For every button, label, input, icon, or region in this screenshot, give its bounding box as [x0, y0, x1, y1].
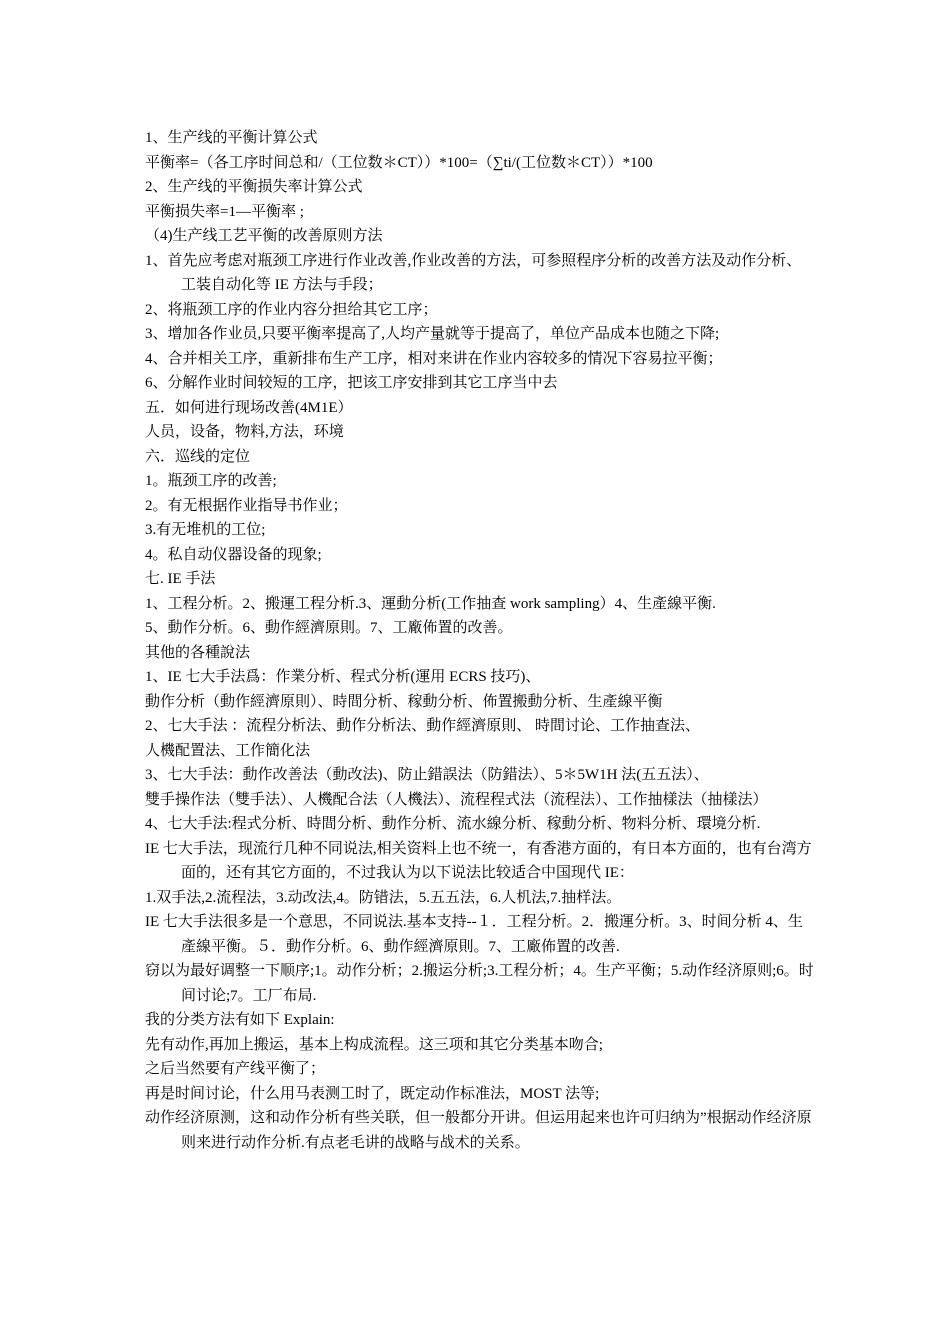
- text-line: 1。瓶颈工序的改善;: [145, 473, 277, 489]
- text-line: 3、增加各作业员,只要平衡率提高了,人均产量就等于提高了，单位产品成本也随之下降;: [145, 326, 720, 342]
- text-line: 4。私自动仪器设备的现象;: [145, 546, 322, 563]
- text-line: 动作经济原测，这和动作分析有些关联，但一般都分开讲。但运用起来也许可归纳为”根据动作经济原则来进行动作分析.有点老毛讲的战略与战术的关系。: [145, 1110, 812, 1151]
- text-line: 3、七大手法：動作改善法（動改法)、防止錯誤法（防錯法）、5＊5W1H 法(五五法）、: [145, 767, 709, 783]
- text-line: IE 七大手法很多是一个意思，不同说法.基本支持--１．工程分析。2．搬運分析。3、时间分析 4、生產線平衡。５．動作分析。6、動作經濟原則。7、工廠佈置的改善.: [145, 914, 803, 955]
- text-line: 六．巡线的定位: [145, 448, 251, 465]
- text-line: 2、将瓶颈工序的作业内容分担给其它工序；: [145, 301, 438, 318]
- text-line: 5、動作分析。6、動作經濟原則。7、工廠佈置的改善。: [145, 620, 513, 636]
- text-line: 1、IE 七大手法爲：作業分析、程式分析(運用 ECRS 技巧)、: [145, 669, 541, 685]
- text-line: 4、合并相关工序，重新排布生产工序，相对来讲在作业内容较多的情况下容易拉平衡；: [145, 350, 723, 367]
- text-line: 之后当然要有产线平衡了；: [145, 1061, 326, 1077]
- text-line: 先有动作,再加上搬运，基本上构成流程。这三项和其它分类基本吻合;: [145, 1036, 603, 1053]
- text-line: 6、分解作业时间较短的工序，把该工序安排到其它工序当中去: [145, 375, 558, 391]
- text-line: 雙手操作法（雙手法）、人機配合法（人機法）、流程程式法（流程法）、工作抽樣法（抽樣法）: [145, 791, 768, 808]
- text-line: 3.有无堆机的工位;: [145, 522, 266, 538]
- text-line: 人機配置法、工作簡化法: [145, 742, 311, 759]
- text-line: 再是时间讨论，什么用马表测工时了，既定动作标准法，MOST 法等;: [145, 1085, 600, 1102]
- text-line: 動作分析（動作經濟原則）、時間分析、稼動分析、佈置搬動分析、生產線平衡: [145, 693, 663, 710]
- text-line: （4)生产线工艺平衡的改善原则方法: [145, 228, 383, 244]
- text-line: 平衡率=（各工序时间总和/（工位数＊CT））*100=（∑ti/(工位数＊CT））*100: [145, 154, 653, 171]
- text-line: 1、生产线的平衡计算公式: [145, 130, 318, 146]
- text-line: 其他的各種說法: [145, 644, 251, 661]
- document-body: [145, 126, 815, 1155]
- text-line: 1.双手法,2.流程法，3.动改法,4。防错法，5.五五法，6.人机法,7.抽样法。: [145, 889, 622, 906]
- text-line: 平衡损失率=1—平衡率 ;: [145, 203, 304, 220]
- text-line: 4、七大手法:程式分析、時間分析、動作分析、流水線分析、稼動分析、物料分析、環境分析.: [145, 816, 761, 832]
- text-line: 2、生产线的平衡损失率计算公式: [145, 179, 363, 195]
- text-line: 人员，设备，物料,方法，环境: [145, 424, 344, 440]
- text-line: 2、七大手法 ：流程分析法、動作分析法、動作經濟原則、 時間讨论、工作抽查法、: [145, 718, 701, 734]
- text-line: 七. IE 手法: [145, 571, 216, 587]
- text-line: 2。有无根据作业指导书作业；: [145, 497, 348, 514]
- text-line: 我的分类方法有如下 Explain:: [145, 1012, 335, 1028]
- text-line: 五．如何进行现场改善(4M1E）: [145, 399, 353, 416]
- text-line: 1、工程分析。2、搬運工程分析.3、運動分析(工作抽查 work sampling）4、生產線平衡.: [145, 595, 716, 612]
- text-line: IE 七大手法，现流行几种不同说法,相关资料上也不统一，有香港方面的，有日本方面的，也有台湾方面的，还有其它方面的，不过我认为以下说法比较适合中国现代 IE：: [145, 840, 812, 881]
- text-line: 窃以为最好调整一下顺序;1。动作分析；2.搬运分析;3.工程分析；4。生产平衡；5.动作经济原则;6。时间讨论;7。工厂布局.: [145, 963, 814, 1004]
- text-line: 1、首先应考虑对瓶颈工序进行作业改善,作业改善的方法，可参照程序分析的改善方法及动作分析、工装自动化等 IE 方法与手段；: [145, 252, 802, 293]
